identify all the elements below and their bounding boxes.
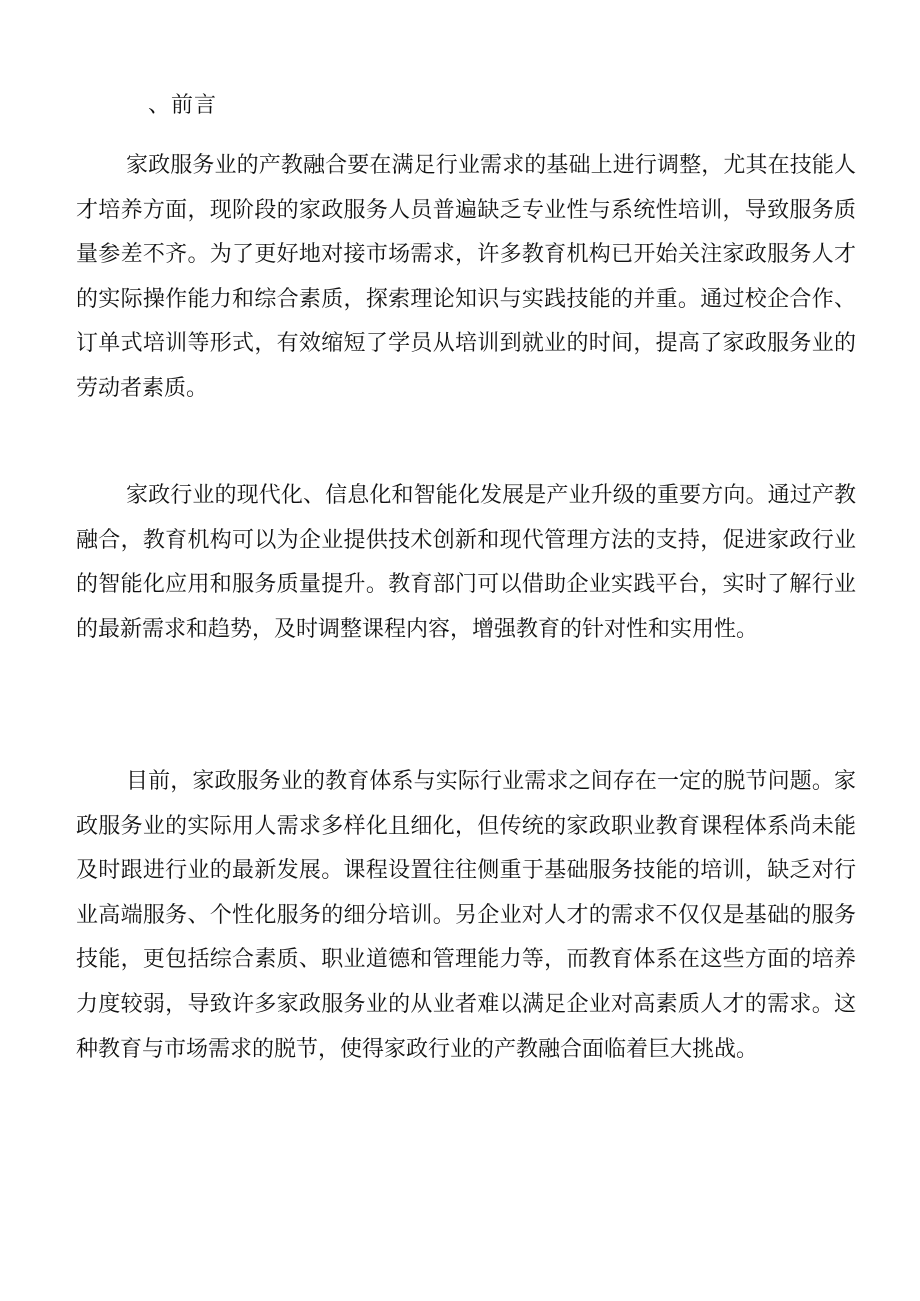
section-heading: 、前言: [148, 93, 218, 118]
paragraph-1: 家政服务业的产教融合要在满足行业需求的基础上进行调整，尤其在技能人才培养方面，现阶段的家政服务人员普遍缺乏专业性与系统性培训，导致服务质量参差不齐。为了更好地对接市场需求，许多教育机构已开始关注家政服务人才的实际操作能力和综合素质，探索理论知识与实践技能的并重。通过校企合作、订单式培训等形式，有效缩短了学员从培训到就业的时间，提高了家政服务业的劳动者素质。: [76, 153, 856, 401]
paragraph-3: 目前，家政服务业的教育体系与实际行业需求之间存在一定的脱节问题。家政服务业的实际用人需求多样化且细化，但传统的家政职业教育课程体系尚未能及时跟进行业的最新发展。课程设置往往侧重于基础服务技能的培训，缺乏对行业高端服务、个性化服务的细分培训。另企业对人才的需求不仅仅是基础的服务技能，更包括综合素质、职业道德和管理能力等，而教育体系在这些方面的培养力度较弱，导致许多家政服务业的从业者难以满足企业对高素质人才的需求。这种教育与市场需求的脱节，使得家政行业的产教融合面临着巨大挑战。: [76, 769, 856, 1062]
paragraph-2: 家政行业的现代化、信息化和智能化发展是产业升级的重要方向。通过产教融合，教育机构可以为企业提供技术创新和现代管理方法的支持，促进家政行业的智能化应用和服务质量提升。教育部门可以借助企业实践平台，实时了解行业的最新需求和趋势，及时调整课程内容，增强教育的针对性和实用性。: [76, 483, 856, 642]
